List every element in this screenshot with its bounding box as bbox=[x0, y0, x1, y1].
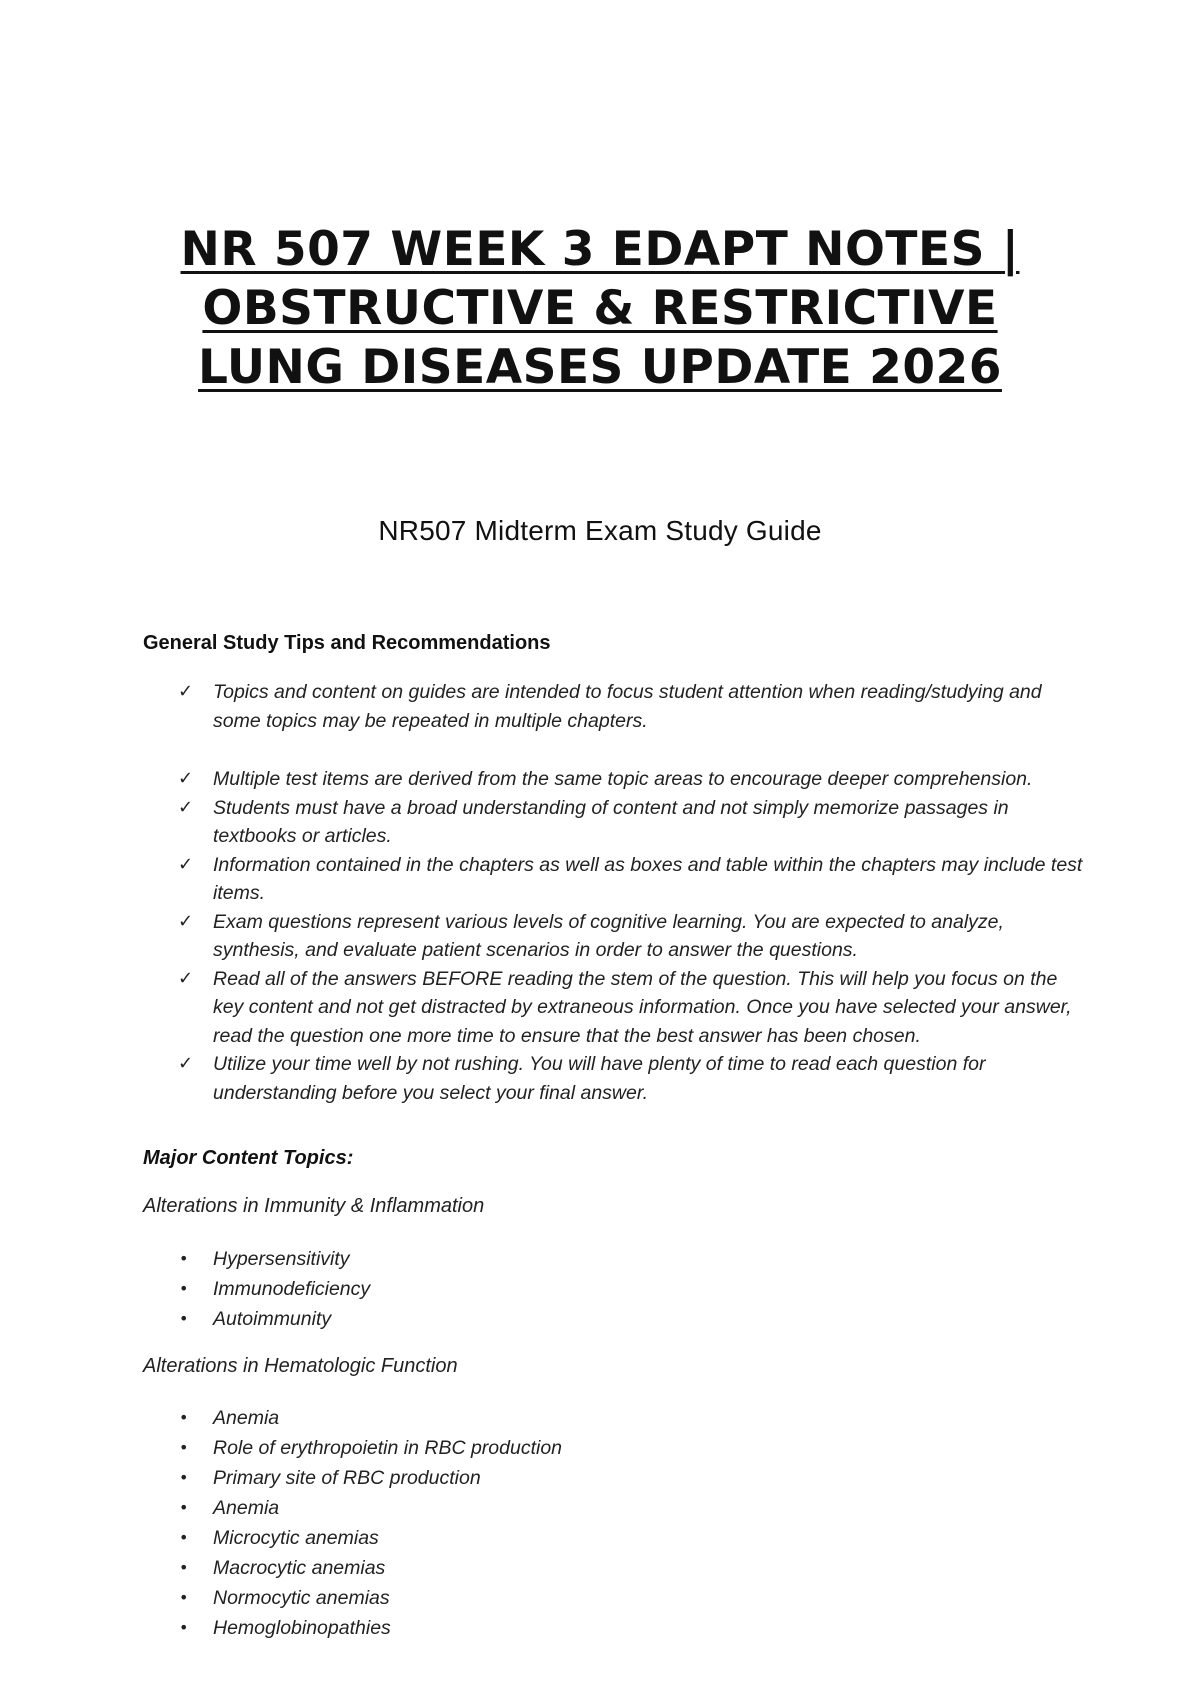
study-tips-list bbox=[143, 678, 1083, 1107]
list-item bbox=[143, 1274, 370, 1304]
category-title: Alterations in Immunity & Inflammation bbox=[143, 1195, 485, 1217]
list-item bbox=[143, 1050, 1083, 1107]
topic-text: Hemoglobinopathies bbox=[213, 1617, 391, 1639]
topic-text: Immunodeficiency bbox=[213, 1278, 371, 1300]
bullet-icon: • bbox=[179, 1558, 189, 1577]
list-item bbox=[143, 1463, 562, 1493]
bullet-icon: • bbox=[179, 1588, 189, 1607]
category-title: Alterations in Hematologic Function bbox=[143, 1355, 458, 1377]
tip-text: Utilize your time well by not rushing. You will have plenty of time to read each question for understanding before you select your final answer. bbox=[213, 1053, 986, 1104]
bullet-icon: • bbox=[179, 1468, 189, 1487]
tip-text: Exam questions represent various levels of cognitive learning. You are expected to analyze, synthesis, and evaluate patient scenarios in order to answer the questions. bbox=[213, 910, 1004, 961]
tip-text: Multiple test items are derived from the same topic areas to encourage deeper comprehension. bbox=[213, 768, 1033, 790]
list-item bbox=[143, 1403, 562, 1433]
bullet-icon: • bbox=[179, 1498, 189, 1517]
bullet-icon: • bbox=[179, 1618, 189, 1637]
list-item bbox=[143, 1553, 562, 1583]
topic-text: Microcytic anemias bbox=[213, 1527, 379, 1549]
list-item bbox=[143, 1493, 562, 1523]
checkmark-icon: ✓ bbox=[178, 681, 194, 702]
list-item bbox=[143, 794, 1083, 851]
bullet-icon: • bbox=[179, 1408, 189, 1427]
bullet-icon: • bbox=[179, 1528, 189, 1547]
list-item bbox=[143, 965, 1083, 1051]
bullet-icon: • bbox=[179, 1309, 189, 1328]
checkmark-icon: ✓ bbox=[178, 967, 194, 989]
topic-text: Anemia bbox=[213, 1497, 280, 1519]
topic-text: Hypersensitivity bbox=[213, 1248, 350, 1270]
topic-text: Primary site of RBC production bbox=[213, 1467, 481, 1489]
list-item bbox=[143, 1304, 370, 1334]
list-item bbox=[143, 765, 1083, 794]
document-subtitle: NR507 Midterm Exam Study Guide bbox=[378, 515, 822, 546]
checkmark-icon: ✓ bbox=[178, 910, 194, 932]
topic-text: Anemia bbox=[213, 1407, 280, 1429]
list-item bbox=[143, 678, 1083, 735]
checkmark-icon: ✓ bbox=[178, 1053, 194, 1074]
list-item bbox=[143, 1583, 562, 1613]
bullet-icon: • bbox=[179, 1279, 189, 1298]
topic-text: Macrocytic anemias bbox=[213, 1557, 386, 1579]
checkmark-icon: ✓ bbox=[178, 796, 194, 818]
list-item bbox=[143, 1613, 562, 1643]
list-item bbox=[143, 1523, 562, 1553]
tip-text: Read all of the answers BEFORE reading the stem of the question. This will help you focus on the key content and not get distracted by extraneous information. Once you have selected your answer, read the question one more time to ensure that the best answer has been chosen. bbox=[213, 967, 1072, 1047]
topic-text: Autoimmunity bbox=[213, 1308, 332, 1330]
title-line: LUNG DISEASES UPDATE 2026 bbox=[198, 340, 1002, 395]
bullet-icon: • bbox=[179, 1438, 189, 1457]
study-tips-heading: General Study Tips and Recommendations bbox=[143, 632, 551, 654]
checkmark-icon: ✓ bbox=[178, 768, 194, 789]
content-topics-heading: Major Content Topics: bbox=[143, 1147, 354, 1169]
checkmark-icon: ✓ bbox=[178, 853, 194, 875]
bullet-icon: • bbox=[179, 1249, 189, 1268]
title-line: OBSTRUCTIVE & RESTRICTIVE bbox=[202, 281, 998, 336]
title-line: NR 507 WEEK 3 EDAPT NOTES | bbox=[180, 222, 1020, 277]
list-item bbox=[143, 1244, 370, 1274]
document-title bbox=[150, 220, 1050, 397]
topic-text: Normocytic anemias bbox=[213, 1587, 390, 1609]
category-topic-list bbox=[143, 1244, 370, 1334]
tip-text: Topics and content on guides are intended to focus student attention when reading/studying and some topics may be repeated in multiple chapters. bbox=[213, 681, 1042, 732]
category-topic-list bbox=[143, 1403, 562, 1643]
tip-text: Information contained in the chapters as well as boxes and table within the chapters may include test items. bbox=[213, 853, 1083, 904]
list-item bbox=[143, 851, 1083, 908]
topic-text: Role of erythropoietin in RBC production bbox=[213, 1437, 563, 1459]
list-item bbox=[143, 1433, 562, 1463]
list-item bbox=[143, 908, 1083, 965]
tip-text: Students must have a broad understanding of content and not simply memorize passages in textbooks or articles. bbox=[213, 796, 1009, 847]
